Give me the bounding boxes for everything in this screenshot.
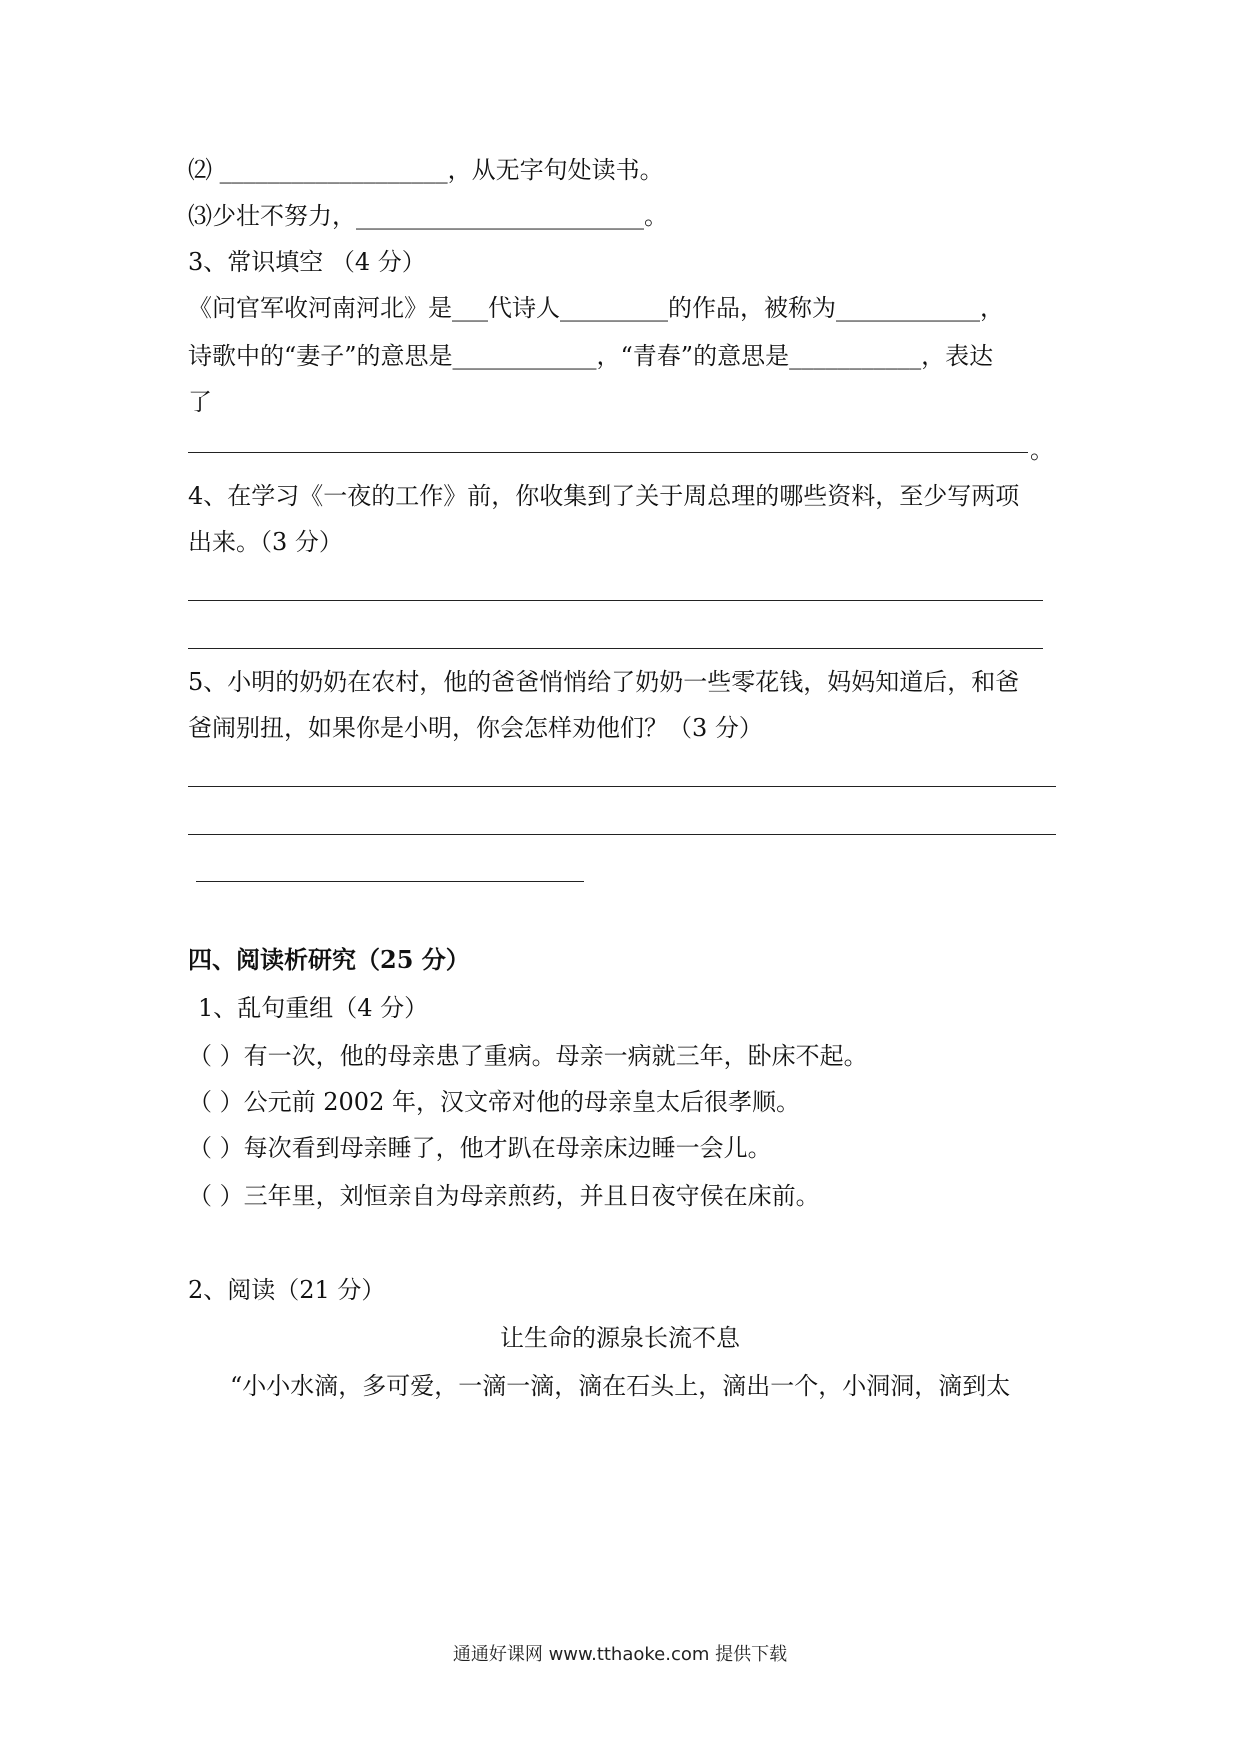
question-3-line-1: 《问官军收河南河北》是___代诗人_________的作品，被称为____________， <box>188 294 1004 322</box>
section-4-question-2-title: 2、阅读（21 分） <box>188 1276 386 1304</box>
section-4-title: 四、阅读析研究（25 分） <box>188 945 470 974</box>
reading-title: 让生命的源泉长流不息 <box>500 1324 740 1352</box>
reorder-item: （ ）每次看到母亲睡了，他才趴在母亲床边睡一会儿。 <box>188 1134 772 1162</box>
question-3-line-2: 诗歌中的“妻子”的意思是____________，“青春”的意思是___________，表达 <box>188 342 994 370</box>
reorder-item: （ ）公元前 2002 年，汉文帝对他的母亲皇太后很孝顺。 <box>188 1088 800 1116</box>
answer-line <box>188 452 1028 453</box>
reorder-item: （ ）有一次，他的母亲患了重病。母亲一病就三年，卧床不起。 <box>188 1042 868 1070</box>
answer-line <box>188 648 1043 649</box>
question-3-line-3: 了 <box>188 388 212 416</box>
question-3-title: 3、常识填空 （4 分） <box>188 248 426 276</box>
question-5-line-1: 5、小明的奶奶在农村，他的爸爸悄悄给了奶奶一些零花钱，妈妈知道后，和爸 <box>188 668 1020 696</box>
reading-paragraph-line: “小小水滴，多可爱，一滴一滴，滴在石头上，滴出一个，小洞洞，滴到太 <box>230 1372 1011 1400</box>
poem-fill-line-2: ⑵ ___________________，从无字句处读书。 <box>188 156 664 184</box>
answer-line <box>188 600 1043 601</box>
question-4-line-2: 出来。（3 分） <box>188 528 343 556</box>
question-3-end-mark: 。 <box>1030 436 1054 464</box>
question-5-line-2: 爸闹别扭，如果你是小明，你会怎样劝他们？（3 分） <box>188 714 763 742</box>
section-4-question-1-title: 1、乱句重组（4 分） <box>198 994 429 1022</box>
question-4-line-1: 4、在学习《一夜的工作》前，你收集到了关于周总理的哪些资料，至少写两项 <box>188 482 1020 510</box>
reorder-item: （ ）三年里，刘恒亲自为母亲煎药，并且日夜守侯在床前。 <box>188 1182 820 1210</box>
answer-line <box>196 881 584 882</box>
answer-line <box>188 834 1056 835</box>
footer-credit: 通通好课网 www.tthaoke.com 提供下载 <box>452 1644 788 1665</box>
answer-line <box>188 786 1056 787</box>
poem-fill-line-3: ⑶少壮不努力，________________________。 <box>188 202 668 230</box>
